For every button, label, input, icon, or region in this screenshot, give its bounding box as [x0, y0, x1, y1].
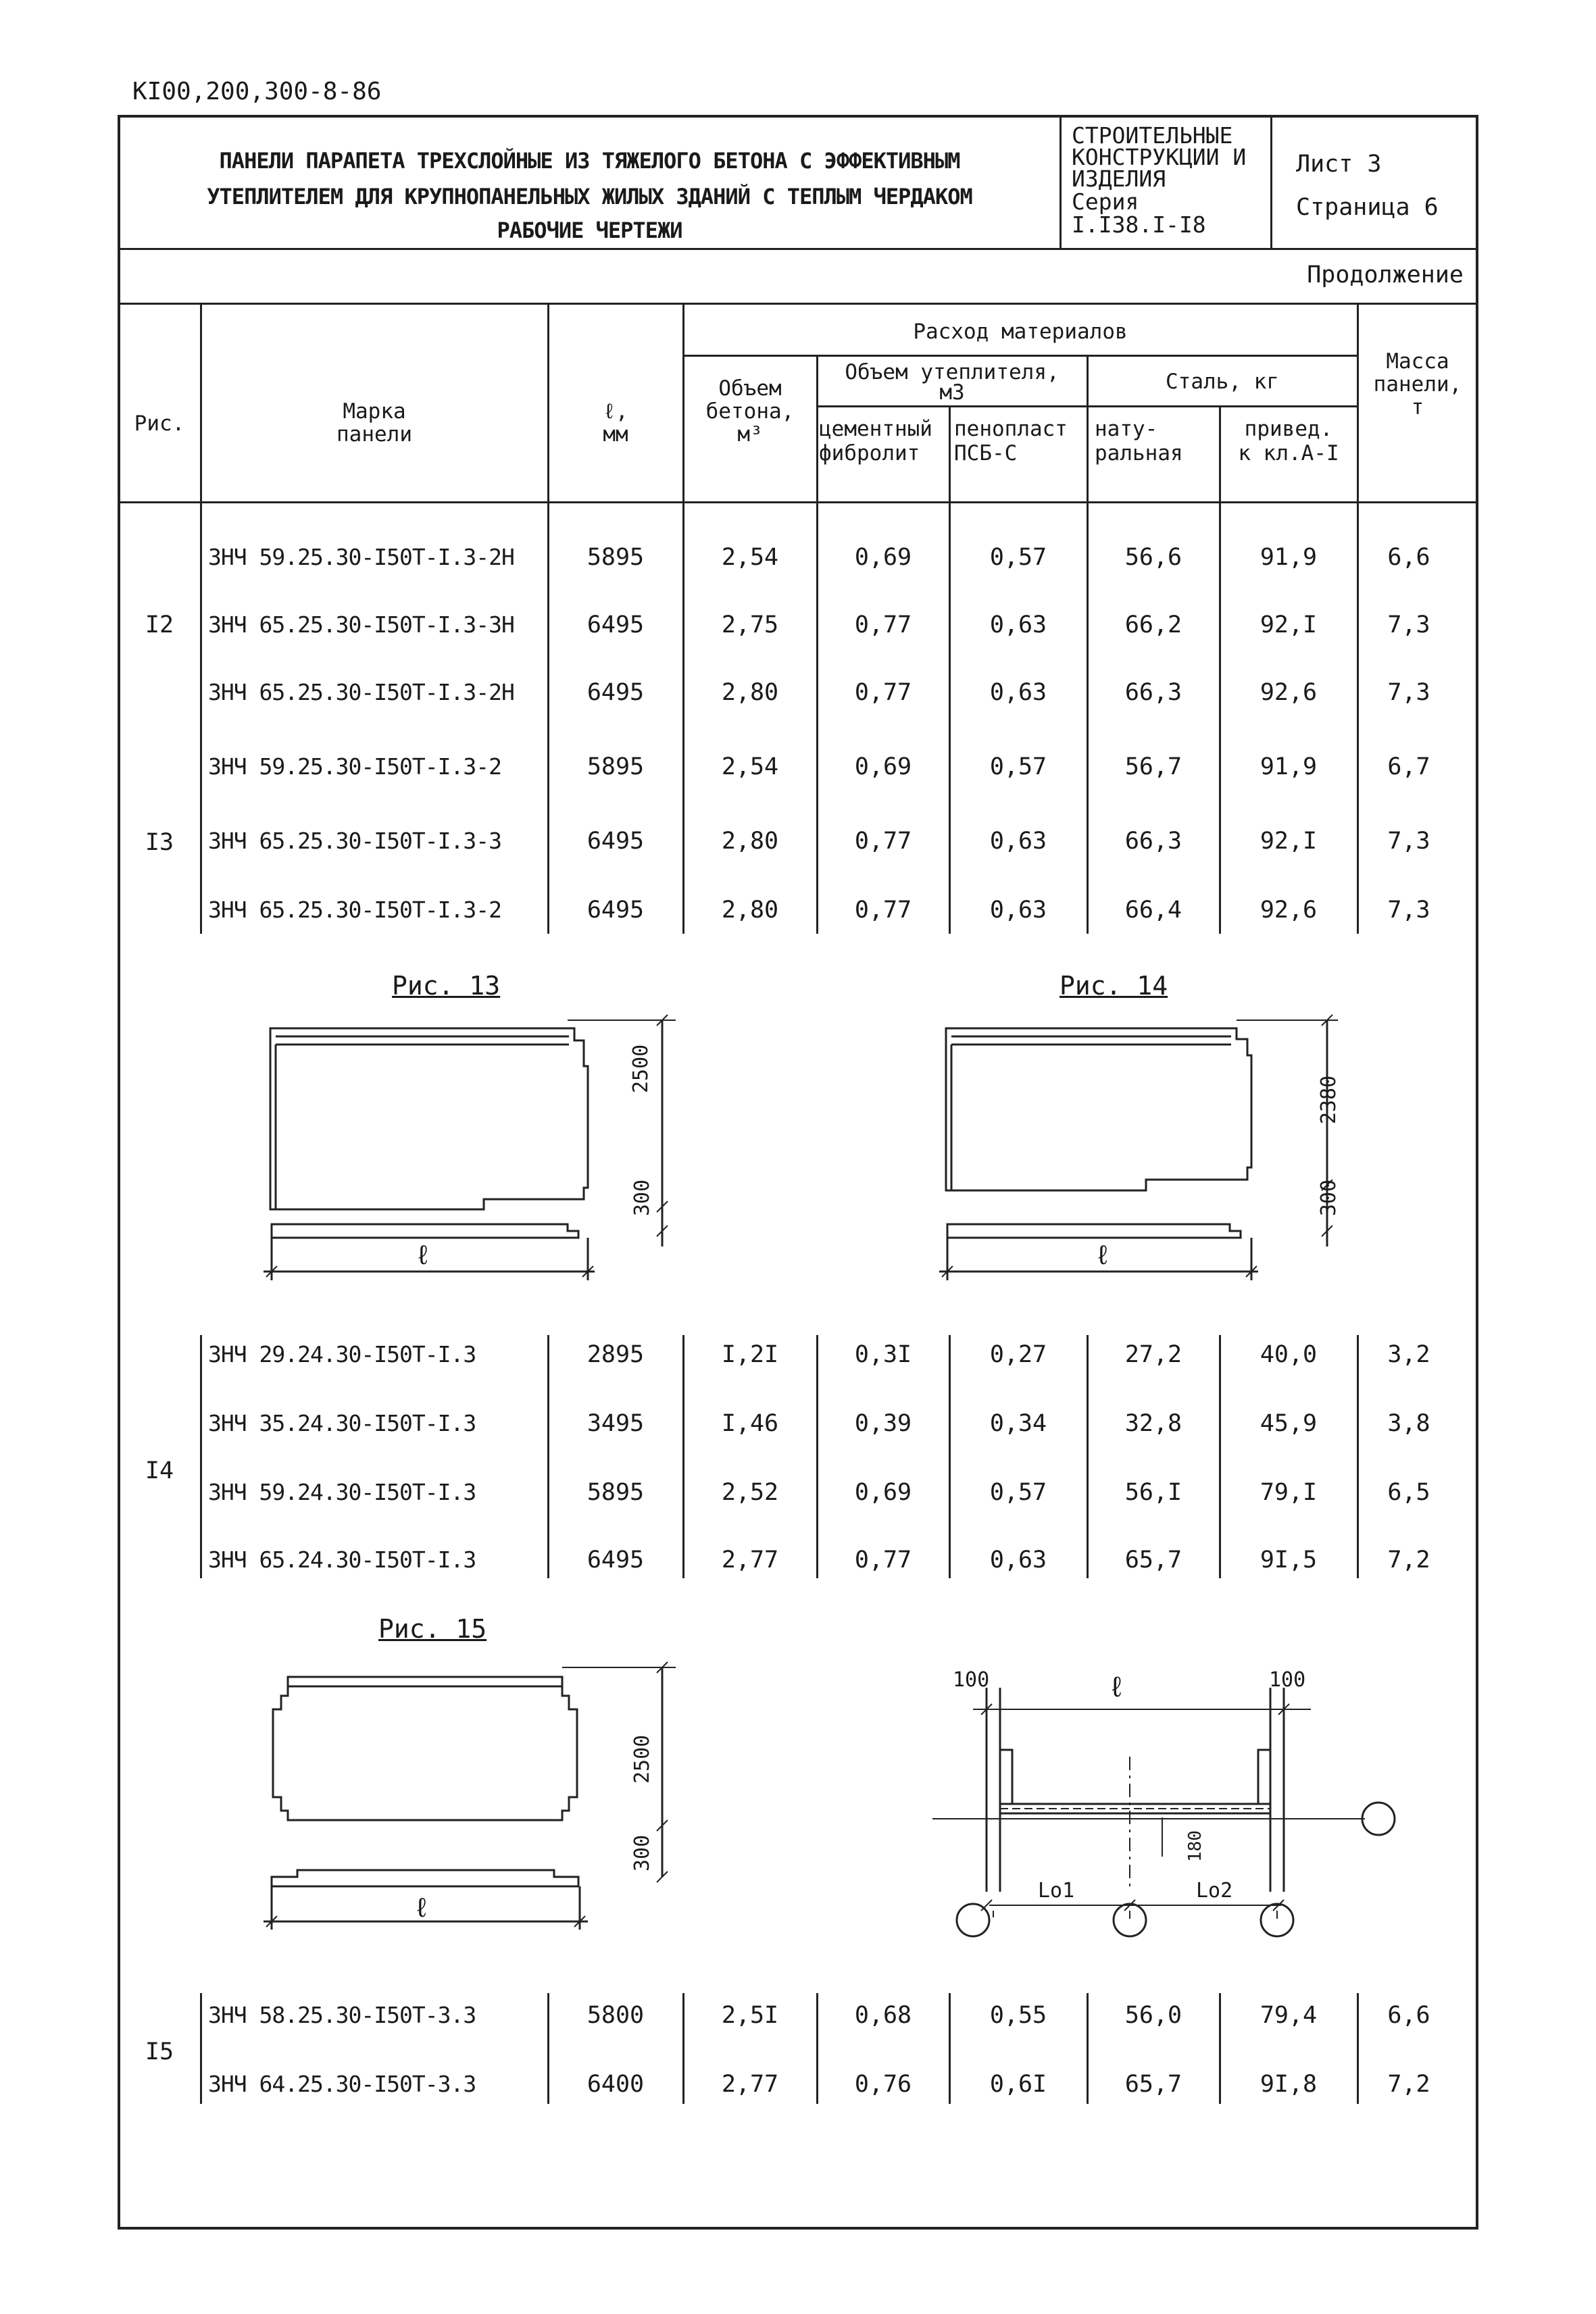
- steel-reduced: 45,9: [1260, 1410, 1318, 1437]
- header-fig: Рис.: [134, 411, 185, 436]
- scheme-gap-dim: 180: [1185, 1830, 1205, 1862]
- fig14-height-dim: 2380: [1317, 1075, 1341, 1124]
- header-reduced-2: к кл.А-I: [1238, 441, 1339, 466]
- header-insulation-2: м3: [939, 380, 965, 405]
- header-bottom-line: [118, 501, 1478, 503]
- title-line-3: РАБОЧИЕ ЧЕРТЕЖИ: [497, 218, 682, 243]
- fibrolite-volume: 0,69: [854, 544, 912, 571]
- fibrolite-volume: 0,76: [854, 2071, 912, 2098]
- steel-natural: 66,3: [1124, 828, 1182, 855]
- title-line-2: УТЕПЛИТЕЛЕМ ДЛЯ КРУПНОПАНЕЛЬНЫХ ЖИЛЫХ ЗДАНИЙ С ТЕПЛЫМ ЧЕРДАКОМ: [207, 184, 972, 209]
- concrete-volume: 2,77: [721, 1546, 779, 1574]
- foam-volume: 0,57: [989, 753, 1047, 780]
- panel-mass: 7,2: [1387, 1546, 1430, 1574]
- panel-length: 5895: [587, 753, 645, 780]
- panel-mark: 3НЧ 59.25.30-I50Т-I.3-2Н: [208, 544, 514, 570]
- foam-volume: 0,57: [989, 1479, 1047, 1506]
- fibrolite-volume: 0,77: [854, 611, 912, 638]
- steel-natural: 66,3: [1124, 679, 1182, 706]
- panel-mark: 3НЧ 59.25.30-I50Т-I.3-2: [208, 753, 501, 780]
- concrete-volume: I,2I: [721, 1341, 779, 1368]
- page-number: Страница 6: [1296, 194, 1439, 221]
- foam-volume: 0,63: [989, 897, 1047, 924]
- header-materials: Расход материалов: [913, 320, 1128, 344]
- foam-volume: 0,34: [989, 1410, 1047, 1437]
- header-insulation-1: Объем утеплителя,: [845, 360, 1059, 384]
- panel-length: 6495: [587, 1546, 645, 1574]
- title-block-bottom-line: [118, 248, 1478, 250]
- fibrolite-volume: 0,69: [854, 1479, 912, 1506]
- scheme-lo1: Lo1: [1038, 1879, 1075, 1903]
- panel-mass: 7,3: [1387, 828, 1430, 855]
- col-line-fibrolite: [949, 405, 951, 501]
- foam-volume: 0,63: [989, 679, 1047, 706]
- sheet-number: Лист 3: [1296, 151, 1382, 178]
- group2-col-concrete: [816, 1335, 818, 1578]
- title-divider-1: [1059, 115, 1062, 249]
- steel-natural: 56,6: [1124, 544, 1182, 571]
- concrete-volume: I,46: [721, 1410, 779, 1437]
- header-concrete-2: бетона,: [705, 399, 795, 424]
- panel-length: 5800: [587, 2002, 645, 2029]
- header-natural-1: нату-: [1095, 417, 1158, 441]
- panel-mark: 3НЧ 65.25.30-I50Т-I.3-3Н: [208, 611, 514, 638]
- panel-length: 5895: [587, 1479, 645, 1506]
- steel-natural: 56,I: [1124, 1479, 1182, 1506]
- concrete-volume: 2,77: [721, 2071, 779, 2098]
- steel-reduced: 92,I: [1260, 611, 1318, 638]
- fig-label-15: I5: [145, 2038, 174, 2065]
- group2-col-foam: [1087, 1335, 1089, 1578]
- panel-mass: 3,2: [1387, 1341, 1430, 1368]
- panel-mass: 6,6: [1387, 544, 1430, 571]
- panel-mass: 3,8: [1387, 1410, 1430, 1437]
- panel-length: 6495: [587, 611, 645, 638]
- fig13-thickness-dim: 300: [630, 1179, 654, 1216]
- header-reduced-1: привед.: [1244, 417, 1333, 441]
- panel-mark: 3НЧ 65.25.30-I50Т-I.3-2Н: [208, 679, 514, 705]
- stamp-line-3: ИЗДЕЛИЯ: [1072, 166, 1166, 192]
- fig14-thickness-dim: 300: [1317, 1179, 1341, 1216]
- panel-mark: 3НЧ 65.25.30-I50Т-I.3-3: [208, 828, 501, 854]
- panel-mass: 6,7: [1387, 753, 1430, 780]
- fig-label-14: I4: [145, 1457, 174, 1484]
- panel-mark: 3НЧ 65.24.30-I50Т-I.3: [208, 1546, 476, 1573]
- foam-volume: 0,6I: [989, 2071, 1047, 2098]
- panel-length: 6400: [587, 2071, 645, 2098]
- header-steel: Сталь, кг: [1166, 370, 1279, 394]
- header-concrete-3: м³: [737, 422, 763, 447]
- panel-mass: 7,2: [1387, 2071, 1430, 2098]
- fibrolite-volume: 0,77: [854, 1546, 912, 1574]
- concrete-volume: 2,80: [721, 897, 779, 924]
- concrete-volume: 2,80: [721, 679, 779, 706]
- fig15-thickness-dim: 300: [630, 1834, 654, 1871]
- steel-reduced: 91,9: [1260, 544, 1318, 571]
- header-mark-1: Марка: [343, 399, 406, 424]
- concrete-volume: 2,80: [721, 828, 779, 855]
- group2-col-mark: [547, 1335, 549, 1578]
- fig14-drawing: [932, 1013, 1351, 1304]
- support-scheme-drawing: [932, 1676, 1419, 1946]
- title-line-1: ПАНЕЛИ ПАРАПЕТА ТРЕХСЛОЙНЫЕ ИЗ ТЯЖЕЛОГО БЕТОНА С ЭФФЕКТИВНЫМ: [219, 148, 960, 174]
- header-mass-2: панели,: [1373, 372, 1462, 397]
- panel-mass: 6,6: [1387, 2002, 1430, 2029]
- fig15-height-dim: 2500: [630, 1734, 654, 1784]
- fibrolite-volume: 0,77: [854, 679, 912, 706]
- fig14-title: Рис. 14: [1059, 971, 1168, 1001]
- foam-volume: 0,57: [989, 544, 1047, 571]
- steel-reduced: 9I,5: [1260, 1546, 1318, 1574]
- concrete-volume: 2,54: [721, 544, 779, 571]
- stamp-line-1: СТРОИТЕЛЬНЫЕ: [1072, 122, 1233, 149]
- header-mass-1: Масса: [1386, 349, 1449, 374]
- header-mark-2: панели: [336, 422, 412, 447]
- panel-mark: 3НЧ 29.24.30-I50Т-I.3: [208, 1341, 476, 1367]
- panel-mass: 7,3: [1387, 611, 1430, 638]
- fig15-length-label: ℓ: [414, 1892, 430, 1923]
- scheme-length-label: ℓ: [1108, 1670, 1126, 1703]
- fig13-height-dim: 2500: [629, 1044, 653, 1093]
- panel-mass: 6,5: [1387, 1479, 1430, 1506]
- group2-col-fig: [200, 1335, 202, 1578]
- steel-reduced: 92,6: [1260, 897, 1318, 924]
- header-foam-2: ПСБ-С: [954, 441, 1018, 466]
- concrete-volume: 2,52: [721, 1479, 779, 1506]
- steel-natural: 56,7: [1124, 753, 1182, 780]
- group2-col-fibrolite: [949, 1335, 951, 1578]
- stamp-series-number: I.I38.I-I8: [1072, 211, 1206, 238]
- fig-label-13: I3: [145, 829, 174, 856]
- stamp-series: Серия: [1072, 188, 1139, 215]
- panel-length: 6495: [587, 897, 645, 924]
- steel-reduced: 79,I: [1260, 1479, 1318, 1506]
- header-fibrolite-2: фибролит: [819, 441, 920, 466]
- panel-length: 6495: [587, 828, 645, 855]
- concrete-volume: 2,54: [721, 753, 779, 780]
- scheme-left-dim: 100: [953, 1668, 990, 1692]
- header-foam-1: пенопласт: [954, 417, 1068, 441]
- steel-natural: 66,4: [1124, 897, 1182, 924]
- steel-natural: 27,2: [1124, 1341, 1182, 1368]
- fibrolite-volume: 0,69: [854, 753, 912, 780]
- document-code: КI00,200,300-8-86: [132, 78, 382, 105]
- foam-volume: 0,63: [989, 1546, 1047, 1574]
- panel-length: 3495: [587, 1410, 645, 1437]
- scheme-lo2: Lo2: [1196, 1879, 1233, 1903]
- group2-col-length: [682, 1335, 684, 1578]
- steel-natural: 65,7: [1124, 2071, 1182, 2098]
- steel-reduced: 9I,8: [1260, 2071, 1318, 2098]
- panel-length: 6495: [587, 679, 645, 706]
- panel-mark: 3НЧ 58.25.30-I50Т-3.3: [208, 2002, 476, 2028]
- steel-reduced: 40,0: [1260, 1341, 1318, 1368]
- header-natural-2: ральная: [1095, 441, 1183, 466]
- fibrolite-volume: 0,3I: [854, 1341, 912, 1368]
- group2-col-reduced: [1357, 1335, 1359, 1578]
- fig15-title: Рис. 15: [378, 1614, 487, 1644]
- fibrolite-volume: 0,77: [854, 828, 912, 855]
- header-fibrolite-1: цементный: [819, 417, 932, 441]
- panel-mass: 7,3: [1387, 897, 1430, 924]
- panel-mark: 3НЧ 64.25.30-I50Т-3.3: [208, 2071, 476, 2097]
- steel-reduced: 79,4: [1260, 2002, 1318, 2029]
- fibrolite-volume: 0,39: [854, 1410, 912, 1437]
- steel-reduced: 92,6: [1260, 679, 1318, 706]
- continuation-label: Продолжение: [1307, 261, 1464, 288]
- steel-natural: 32,8: [1124, 1410, 1182, 1437]
- fig13-length-label: ℓ: [415, 1240, 432, 1271]
- fibrolite-volume: 0,68: [854, 2002, 912, 2029]
- foam-volume: 0,27: [989, 1341, 1047, 1368]
- stamp-line-2: КОНСТРУКЦИИ И: [1072, 144, 1247, 170]
- scheme-right-dim: 100: [1269, 1668, 1306, 1692]
- concrete-volume: 2,75: [721, 611, 779, 638]
- header-length-1: ℓ,: [603, 399, 628, 424]
- foam-volume: 0,63: [989, 611, 1047, 638]
- header-length-2: мм: [603, 422, 628, 447]
- concrete-volume: 2,5I: [721, 2002, 779, 2029]
- fig-label-12: I2: [145, 611, 174, 638]
- fibrolite-volume: 0,77: [854, 897, 912, 924]
- group2-col-natural: [1219, 1335, 1221, 1578]
- panel-mark: 3НЧ 35.24.30-I50Т-I.3: [208, 1410, 476, 1436]
- foam-volume: 0,63: [989, 828, 1047, 855]
- panel-mark: 3НЧ 59.24.30-I50Т-I.3: [208, 1479, 476, 1505]
- continuation-row-line: [118, 303, 1478, 305]
- fig13-drawing: [257, 1013, 689, 1304]
- fig15-drawing: [257, 1662, 689, 1953]
- foam-volume: 0,55: [989, 2002, 1047, 2029]
- fig13-title: Рис. 13: [392, 971, 501, 1001]
- header-mass-3: т: [1411, 395, 1424, 420]
- header-concrete-1: Объем: [718, 376, 782, 401]
- panel-mass: 7,3: [1387, 679, 1430, 706]
- group1-col-fig: [200, 501, 202, 934]
- panel-length: 2895: [587, 1341, 645, 1368]
- group3-col-fig: [200, 1993, 202, 2104]
- fig14-length-label: ℓ: [1095, 1240, 1112, 1271]
- steel-natural: 56,0: [1124, 2002, 1182, 2029]
- steel-reduced: 91,9: [1260, 753, 1318, 780]
- panel-mark: 3НЧ 65.25.30-I50Т-I.3-2: [208, 897, 501, 923]
- steel-natural: 66,2: [1124, 611, 1182, 638]
- title-divider-2: [1270, 115, 1272, 249]
- materials-line: [682, 355, 1357, 357]
- steel-natural: 65,7: [1124, 1546, 1182, 1574]
- panel-length: 5895: [587, 544, 645, 571]
- steel-reduced: 92,I: [1260, 828, 1318, 855]
